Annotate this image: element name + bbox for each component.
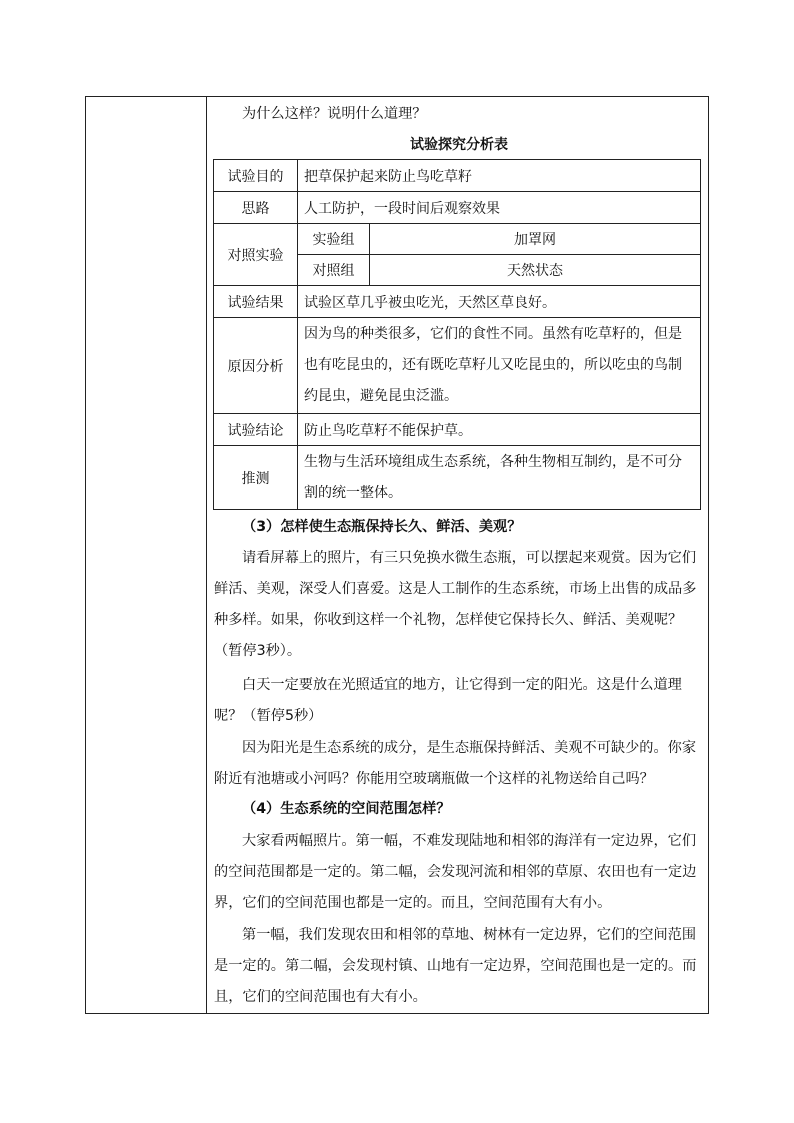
section3-paragraph-1: 请看屏幕上的照片，有三只免换水微生态瓶，可以摆起来观赏。因为它们鲜活、美观，深受人们喜爱。这是人工制作的生态系统，市场上出售的成品多种多样。如果，你收到这样一个礼物，怎样使它保持长久、鲜活、美观呢？（暂停3秒）。 <box>214 550 697 659</box>
table-row <box>214 286 701 318</box>
result-value: 试验区草几乎被虫吃光，天然区草良好。 <box>298 286 701 318</box>
infer-label: 推测 <box>214 446 298 510</box>
control-label: 对照实验 <box>214 224 298 286</box>
table-row <box>214 192 701 224</box>
table-row <box>214 224 701 255</box>
conclusion-value: 防止鸟吃草籽不能保护草。 <box>298 414 701 446</box>
question-text: 为什么这样？说明什么道理？ <box>242 106 427 122</box>
ctrl-group-value: 天然状态 <box>370 255 701 286</box>
table-row <box>214 160 701 192</box>
exp-group-label: 实验组 <box>298 224 370 255</box>
experiment-analysis-table <box>213 159 701 510</box>
cause-label: 原因分析 <box>214 318 298 414</box>
column-divider <box>206 96 207 1014</box>
purpose-value: 把草保护起来防止鸟吃草籽 <box>298 160 701 192</box>
table-row <box>214 318 701 414</box>
ctrl-group-label: 对照组 <box>298 255 370 286</box>
conclusion-label: 试验结论 <box>214 414 298 446</box>
cause-value: 因为鸟的种类很多，它们的食性不同。虽然有吃草籽的，但是也有吃昆虫的，还有既吃草籽儿又吃昆虫的，所以吃虫的鸟制约昆虫，避免昆虫泛滥。 <box>298 318 701 414</box>
idea-value: 人工防护，一段时间后观察效果 <box>298 192 701 224</box>
section3-paragraph-3: 因为阳光是生态系统的成分，是生态瓶保持鲜活、美观不可缺少的。你家附近有池塘或小河吗？你能用空玻璃瓶做一个这样的礼物送给自己吗？ <box>214 740 697 787</box>
table-row <box>214 414 701 446</box>
section3-paragraph-2: 白天一定要放在光照适宜的地方，让它得到一定的阳光。这是什么道理呢？（暂停5秒） <box>214 677 682 724</box>
section4-paragraph-2: 第一幅，我们发现农田和相邻的草地、树林有一定边界，它们的空间范围是一定的。第二幅，会发现村镇、山地有一定边界，空间范围也是一定的。而且，它们的空间范围也有大有小。 <box>214 927 697 1005</box>
result-label: 试验结果 <box>214 286 298 318</box>
infer-value: 生物与生活环境组成生态系统，各种生物相互制约，是不可分割的统一整体。 <box>298 446 701 510</box>
section4-heading: （4）生态系统的空间范围怎样？ <box>242 801 451 817</box>
table-title: 试验探究分析表 <box>410 137 508 153</box>
section3-heading: （3）怎样使生态瓶保持长久、鲜活、美观？ <box>242 519 522 535</box>
idea-label: 思路 <box>214 192 298 224</box>
purpose-label: 试验目的 <box>214 160 298 192</box>
exp-group-value: 加罩网 <box>370 224 701 255</box>
table-row <box>214 446 701 510</box>
section4-paragraph-1: 大家看两幅照片。第一幅，不难发现陆地和相邻的海洋有一定边界，它们的空间范围都是一定的。第二幅，会发现河流和相邻的草原、农田也有一定边界，它们的空间范围也都是一定的。而且，空间范围有大有小。 <box>214 833 697 911</box>
